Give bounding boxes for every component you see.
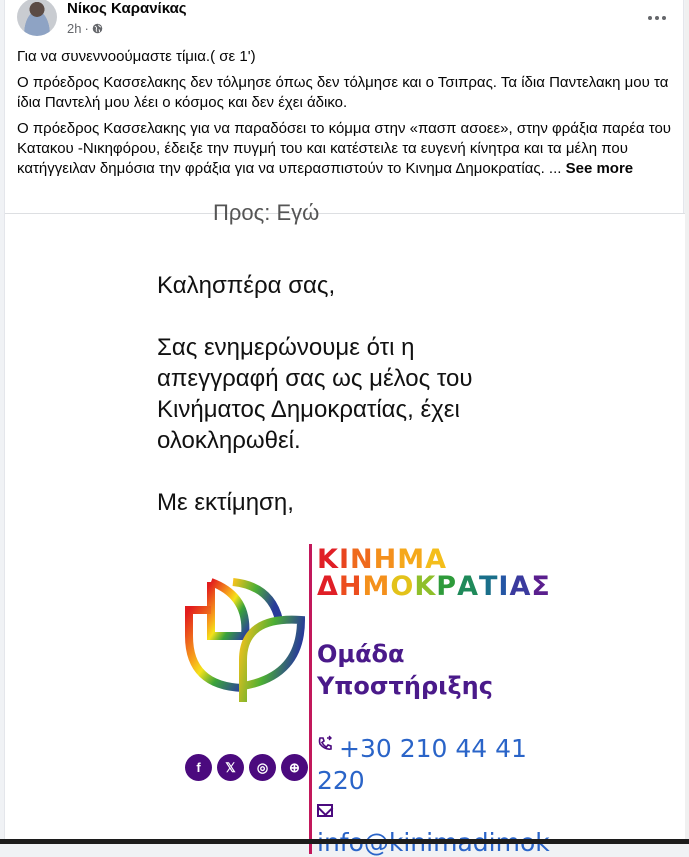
post-paragraph: Ο πρόεδρος Κασσελακης δεν τόλμησε όπως δεν τόλμησε και ο Τσιπρας. Τα ίδια Παντελακη μου τα ίδια Παντελή μου λέει ο κόσμος και δεν έχει άδικο.: [17, 74, 669, 111]
bottom-bar: [0, 839, 689, 844]
email-body: [157, 270, 473, 518]
kinima-logo-icon: [183, 576, 307, 706]
mail-icon: [317, 804, 333, 817]
team-line1: Ομάδα: [317, 640, 405, 668]
phone-number-cont[interactable]: 220: [317, 766, 365, 795]
team-line2: Υποστήριξης: [317, 672, 493, 700]
brand-letter: Η: [338, 571, 363, 602]
scrollbar[interactable]: [685, 0, 689, 839]
phone-number[interactable]: +30 210 44 41: [339, 734, 527, 763]
brand-letter: Ο: [390, 571, 415, 602]
email-line: απεγγραφή σας ως μέλος του: [157, 365, 473, 392]
brand-letter: Η: [373, 544, 398, 575]
spacer: [157, 456, 473, 487]
brand-letter: Ν: [349, 544, 374, 575]
brand-letter: Τ: [478, 571, 499, 602]
dot: [655, 16, 659, 20]
post-card: [4, 0, 684, 844]
web-icon[interactable]: ⊕: [281, 754, 308, 781]
brand-letter: Α: [425, 544, 447, 575]
brand-letter: Ρ: [436, 571, 458, 602]
post-meta: [67, 21, 103, 36]
post-header: [17, 0, 677, 42]
email-line: Κινήματος Δημοκρατίας, έχει: [157, 396, 460, 423]
post-image[interactable]: [5, 200, 685, 844]
x-icon[interactable]: 𝕏: [217, 754, 244, 781]
meta-separator: ·: [84, 21, 89, 36]
brand-name-line2: [317, 571, 551, 602]
email-greeting: Καλησπέρα σας,: [157, 272, 336, 299]
post-paragraph-text: Ο πρόεδρος Κασσελακης για να παραδόσει το κόμμα στην «πασπ ασοεε», στην φράξια παρέα του Κατακου -Νικηφόρου, έδειξε την πυγμή του και κατέστειλε τα ευγενή κίνητρα και τα μέλη που κατήγγειλαν δημόσια την φράξια για να υπερασπιστούν το Κινημα Δημοκρατίας. ...: [17, 120, 671, 177]
email-line: ολοκληρωθεί.: [157, 427, 301, 454]
signature-divider: [309, 544, 312, 854]
instagram-icon[interactable]: ◎: [249, 754, 276, 781]
see-more-link[interactable]: See more: [565, 160, 634, 177]
brand-letter: Α: [509, 571, 532, 602]
social-icons: [185, 754, 308, 781]
brand-letter: Μ: [362, 571, 391, 602]
brand-letter: Α: [457, 571, 479, 602]
post-paragraph: Για να συνεννοούμαστε τίμια.( σε 1'): [17, 48, 256, 65]
brand-letter: Ι: [498, 571, 510, 602]
more-options-button[interactable]: [645, 8, 669, 28]
phone-icon: [317, 736, 333, 752]
brand-letter: Κ: [317, 544, 339, 575]
email-line: Σας ενημερώνουμε ότι η: [157, 334, 415, 361]
post-text: [17, 47, 677, 185]
dot: [662, 16, 666, 20]
brand-letter: Μ: [397, 544, 426, 575]
facebook-icon[interactable]: f: [185, 754, 212, 781]
email-signoff: Με εκτίμηση,: [157, 489, 294, 516]
brand-letter: Ι: [338, 544, 350, 575]
more-horizontal-icon: [648, 16, 652, 20]
post-time[interactable]: 2h: [67, 21, 82, 36]
post-paragraph: [17, 119, 677, 179]
author-name[interactable]: Νίκος Καρανίκας: [67, 0, 187, 17]
avatar[interactable]: [17, 0, 57, 36]
brand-letter: Δ: [317, 571, 339, 602]
brand-letter: Κ: [414, 571, 437, 602]
globe-icon[interactable]: [92, 23, 103, 34]
brand-letter: Σ: [531, 571, 551, 602]
email-header-cut: Προς: Εγώ: [213, 200, 320, 225]
